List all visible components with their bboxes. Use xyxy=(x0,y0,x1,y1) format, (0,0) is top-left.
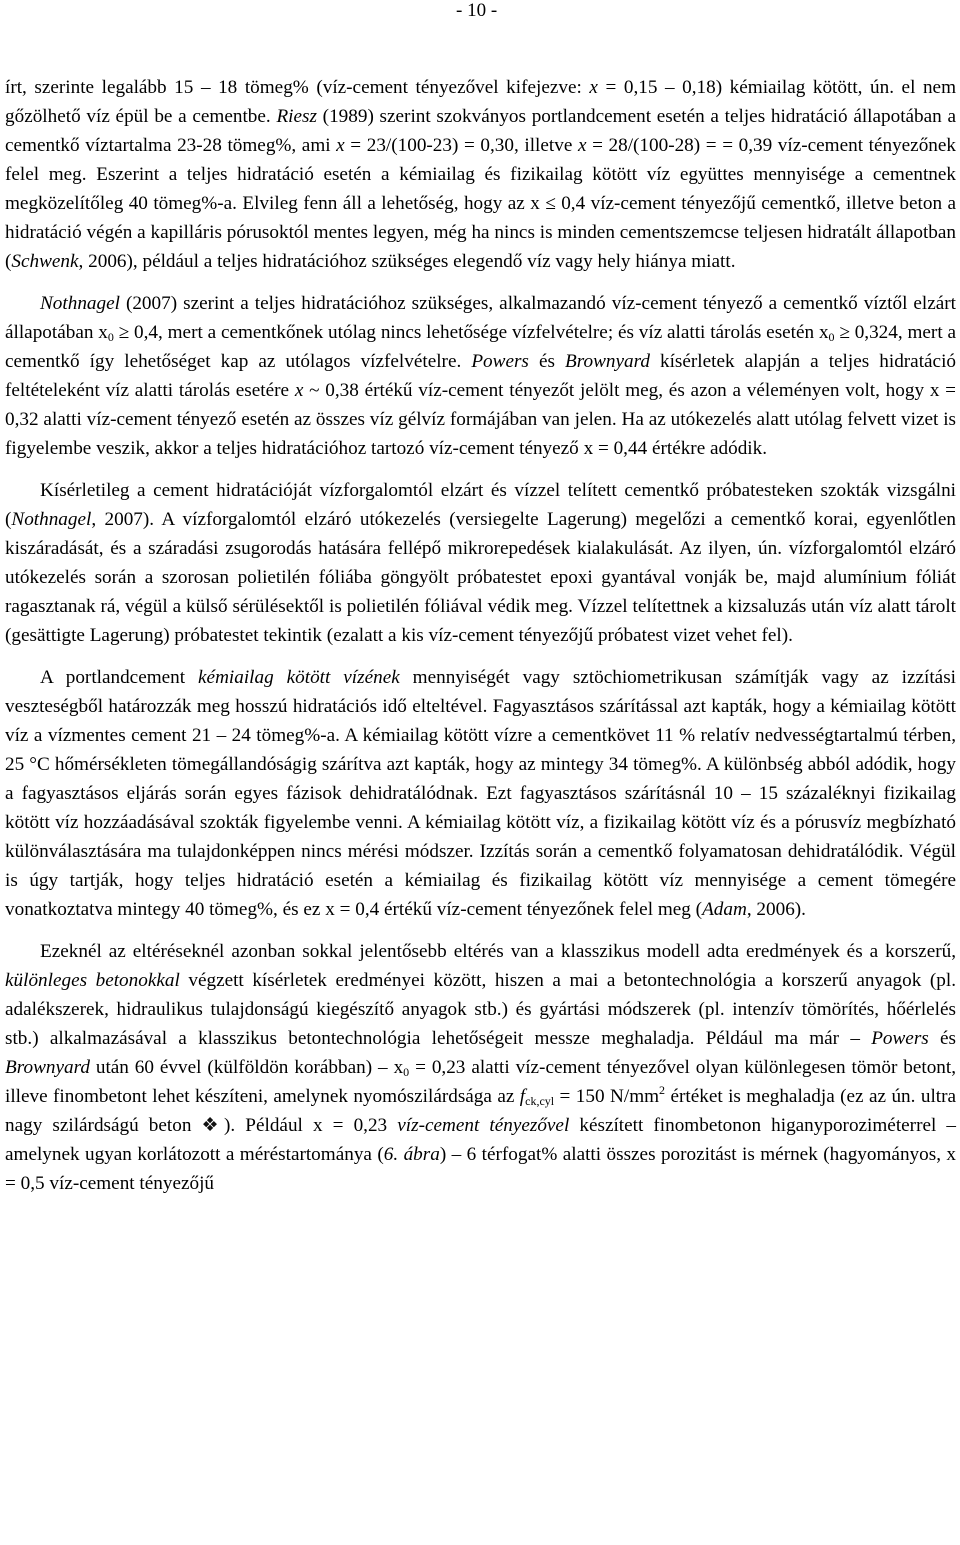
text-run: mennyiségét vagy sztöchiometrikusan számítják vagy az izzítási veszteségből határozzák meg hosszú hidratációs idő elteltével. Fagyasztásos szárítással azt kapták, hogy a kémiailag kötött víz a vízmentes cement 21 xyxy=(5,667,956,746)
text-run: = 0,23 xyxy=(322,1115,398,1136)
text-run: 0 xyxy=(403,1065,410,1079)
italic-text: x xyxy=(336,135,345,156)
reference-symbol-icon: ❖ xyxy=(201,1115,225,1136)
paragraph xyxy=(5,476,956,650)
text-run: ≤ 0,4 víz-cement tényezőjű cementkő, illetve beton a hidratáció végén a kapilláris pórusoktól mentes legyen, még ha nincs is minden cementszemcse teljesen hidratált állapotban ( xyxy=(5,193,957,272)
text-run: ). Például xyxy=(224,1115,313,1136)
text-run: amelynek ugyan korlátozott a méréstartománya ( xyxy=(5,1144,384,1165)
text-run: x xyxy=(929,380,940,401)
italic-text: Nothnagel xyxy=(40,293,120,314)
text-run: = 0,44 értékre adódik. xyxy=(593,438,768,459)
text-run: – xyxy=(946,1115,956,1136)
paragraph xyxy=(5,663,956,924)
text-run: x xyxy=(393,1057,404,1078)
italic-text: különleges betonokkal xyxy=(5,970,180,991)
text-run: x xyxy=(530,193,540,214)
text-run: 0 xyxy=(107,330,114,344)
text-run: x xyxy=(818,322,829,343)
text-run: és xyxy=(528,351,566,372)
italic-text: x xyxy=(577,135,587,156)
body-text xyxy=(5,73,956,1211)
text-run: = 150 N/mm xyxy=(554,1086,660,1107)
page-number: - 10 - xyxy=(456,0,498,21)
text-run: kísérletek alapján a teljes hidratáció feltételeként víz alatti tárolás esetére xyxy=(5,351,956,401)
text-run: ) xyxy=(439,1144,452,1165)
text-run: – xyxy=(741,783,751,804)
text-run: x xyxy=(98,322,108,343)
italic-text: víz-cement tényezővel xyxy=(397,1115,570,1136)
text-run: (2007) szerint a teljes hidratációhoz szükséges, alkalmazandó víz-cement tényező a cementkő víztől elzárt állapotában xyxy=(5,293,956,343)
text-run: értéket is meghaladja (ez az ún. ultra nagy szilárdságú beton xyxy=(5,1086,957,1136)
paragraph xyxy=(5,289,956,463)
paragraph xyxy=(5,937,956,1198)
text-run: , 2007). A vízforgalomtól elzáró utókezelés (versiegelte Lagerung) megelőzi a cementkő korai, egyenlőtlen kiszáradását, és a száradási zsugorodás hatására fellépő mikrorepedések kialakulását. Az ilyen, ún. vízforgalomtól elzáró utókezelés során a szorosan polietilén fóliába göngyölt próbatestet epoxi gyantával vonják be, majd alumínium fóliát ragasztanak rá, végül a külső sérülésektől is polietilén fóliával védik meg. Vízzel telítettnek a kizsaluzás után víz alatt tárolt (gesättigte Lagerung) próbatestet tekintik (ezalatt a kis víz-cement tényezőjű próbatest vizet vehet fel). xyxy=(5,509,956,646)
text-run: x xyxy=(946,1144,957,1165)
text-run: Ezeknél az eltéréseknél azonban sokkal jelentősebb eltérés van a klasszikus modell adta eredmények és a korszerű, xyxy=(40,941,956,962)
text-run: – xyxy=(216,725,227,746)
italic-text: Powers xyxy=(871,1028,929,1049)
italic-text: kémiailag kötött vízének xyxy=(198,667,400,688)
text-run: után 60 évvel (külföldön korábban) xyxy=(89,1057,379,1078)
text-run: Kísérletileg a cement hidratációját vízforgalomtól elzárt és vízzel telített cementkő próbatesteken szokták vizsgálni ( xyxy=(5,480,956,530)
italic-text: Powers xyxy=(471,351,529,372)
paragraph xyxy=(5,73,956,276)
text-run: = 0,15 xyxy=(597,77,665,98)
italic-text: Riesz xyxy=(276,106,317,127)
italic-text: Brownyard xyxy=(5,1057,90,1078)
text-run: = 0,5 víz-cement tényezőjű xyxy=(5,1173,215,1194)
italic-text: f xyxy=(519,1086,526,1107)
text-run: = 0,23 alatti víz-cement tényezővel olyan különlegesen tömör betont, illeve finombetont lehet készíteni, amelynek nyomószilárdsága az xyxy=(5,1057,957,1107)
text-run: – xyxy=(378,1057,388,1078)
text-run: és xyxy=(928,1028,956,1049)
text-run: – xyxy=(451,1144,462,1165)
italic-text: Nothnagel xyxy=(11,509,92,530)
text-run: x xyxy=(325,899,335,920)
text-run: , 2006), például a teljes hidratációhoz szükséges elegendő víz vagy hely hiánya miatt. xyxy=(78,251,736,272)
text-run: = 0,32 alatti víz-cement tényező esetén az összes víz gélvíz formájában van jelen. Ha az utókezelés alatt utólag felvett vizet is figyelembe veszik, akkor a teljes hidratációhoz tartozó víz-cement tényező xyxy=(5,380,956,459)
text-run: ≥ 0,324, mert a cementkő így lehetőséget kap az utólagos vízfelvételre. xyxy=(5,322,956,372)
text-run: x xyxy=(312,1115,323,1136)
italic-text: Adam xyxy=(702,899,747,920)
text-run: – xyxy=(664,77,675,98)
text-run: készített finombetonon higanyporoziméterrel xyxy=(569,1115,947,1136)
text-run: ck,cyl xyxy=(525,1094,555,1108)
italic-text: x xyxy=(589,77,598,98)
text-run: 6 térfogat% alatti összes porozitást is mérnek (hagyományos, xyxy=(461,1144,947,1165)
text-run xyxy=(860,1028,871,1049)
text-run: A portlandcement xyxy=(40,667,199,688)
text-run: 15 százaléknyi fizikailag kötött víz hozzáadásával szokták figyelembe venni. A kémiailag kötött víz, a fizikailag kötött víz és a pórusvíz megbízható különválasztására ma tulajdonképpen nincs mérési módszer. Izzítás során a cementkő folyamatosan dehidratálódik. Végül is úgy tartják, hogy teljes hidratáció esetén a kémiailag és fizikailag kötött víz mennyisége a cement tömegére vonatkoztatva mintegy 40 tömeg%, és ez xyxy=(5,783,956,920)
text-run: 0,18) kémiailag kötött, ún. el nem gőzölhető víz épül be a cementbe. xyxy=(5,77,956,127)
text-run: írt, szerinte legalább 15 xyxy=(5,77,201,98)
text-run: = 23/(100-23) = 0,30, illetve xyxy=(344,135,578,156)
text-run: 24 tömeg%-a. A kémiailag kötött vízre a cementkövet 11 % relatív nedvességtartalmú térben, 25 °C hőmérsékleten tömegállandóságig szárítva azt kapták, hogy az mintegy 34 tömeg%. A különbség abból adódik, hogy a fagyasztásos eljárás során egyes fázisok dehidratálódnak. Ezt fagyasztásos szárításnál 10 xyxy=(5,725,956,804)
text-run: végzett kísérletek eredményei között, hiszen a mai a betontechnológia a korszerű anyagok (pl. adalékszerek, hidraulikus tulajdonságú kiegészítő anyagok stb.) és gyártási módszerek (pl. intenzív tömörítés, hőérlelés stb.) alkalmazásával a klasszikus betontechnológia lehetőségeit messze meghaladja. Például ma már xyxy=(5,970,956,1049)
text-run: x xyxy=(583,438,594,459)
italic-text: Brownyard xyxy=(565,351,650,372)
text-run: 0 xyxy=(828,330,835,344)
text-run: 2 xyxy=(659,1083,666,1097)
italic-text: Schwenk xyxy=(11,251,79,272)
text-run: , 2006). xyxy=(746,899,806,920)
text-run: = 28/(100-28) = = 0,39 víz-cement tényezőnek felel meg. Eszerint a teljes hidratáció esetén a kémiailag és fizikailag kötött víz együttes mennyisége a cementnek megközelítőleg 40 tömeg%-a. Elvileg fenn áll a lehetőség, hogy az xyxy=(5,135,956,214)
text-run: – xyxy=(200,77,211,98)
italic-text: x xyxy=(294,380,304,401)
text-run: ≥ 0,4, mert a cementkőnek utólag nincs lehetősége vízfelvételre; és víz alatti tárolás esetén xyxy=(113,322,819,343)
text-run: (1989) szerint szokványos portlandcement esetén a teljes hidratáció állapotában a cementkő víztartalma 23-28 tömeg%, ami xyxy=(5,106,956,156)
text-run: 18 tömeg% (víz-cement tényezővel kifejezve: xyxy=(210,77,590,98)
text-run: = 0,4 értékű víz-cement tényezőnek felel meg ( xyxy=(334,899,703,920)
text-run: ~ 0,38 értékű víz-cement tényezőt jelölt meg, és azon a véleményen volt, hogy xyxy=(303,380,930,401)
text-run: – xyxy=(850,1028,860,1049)
italic-text: 6. ábra xyxy=(383,1144,440,1165)
